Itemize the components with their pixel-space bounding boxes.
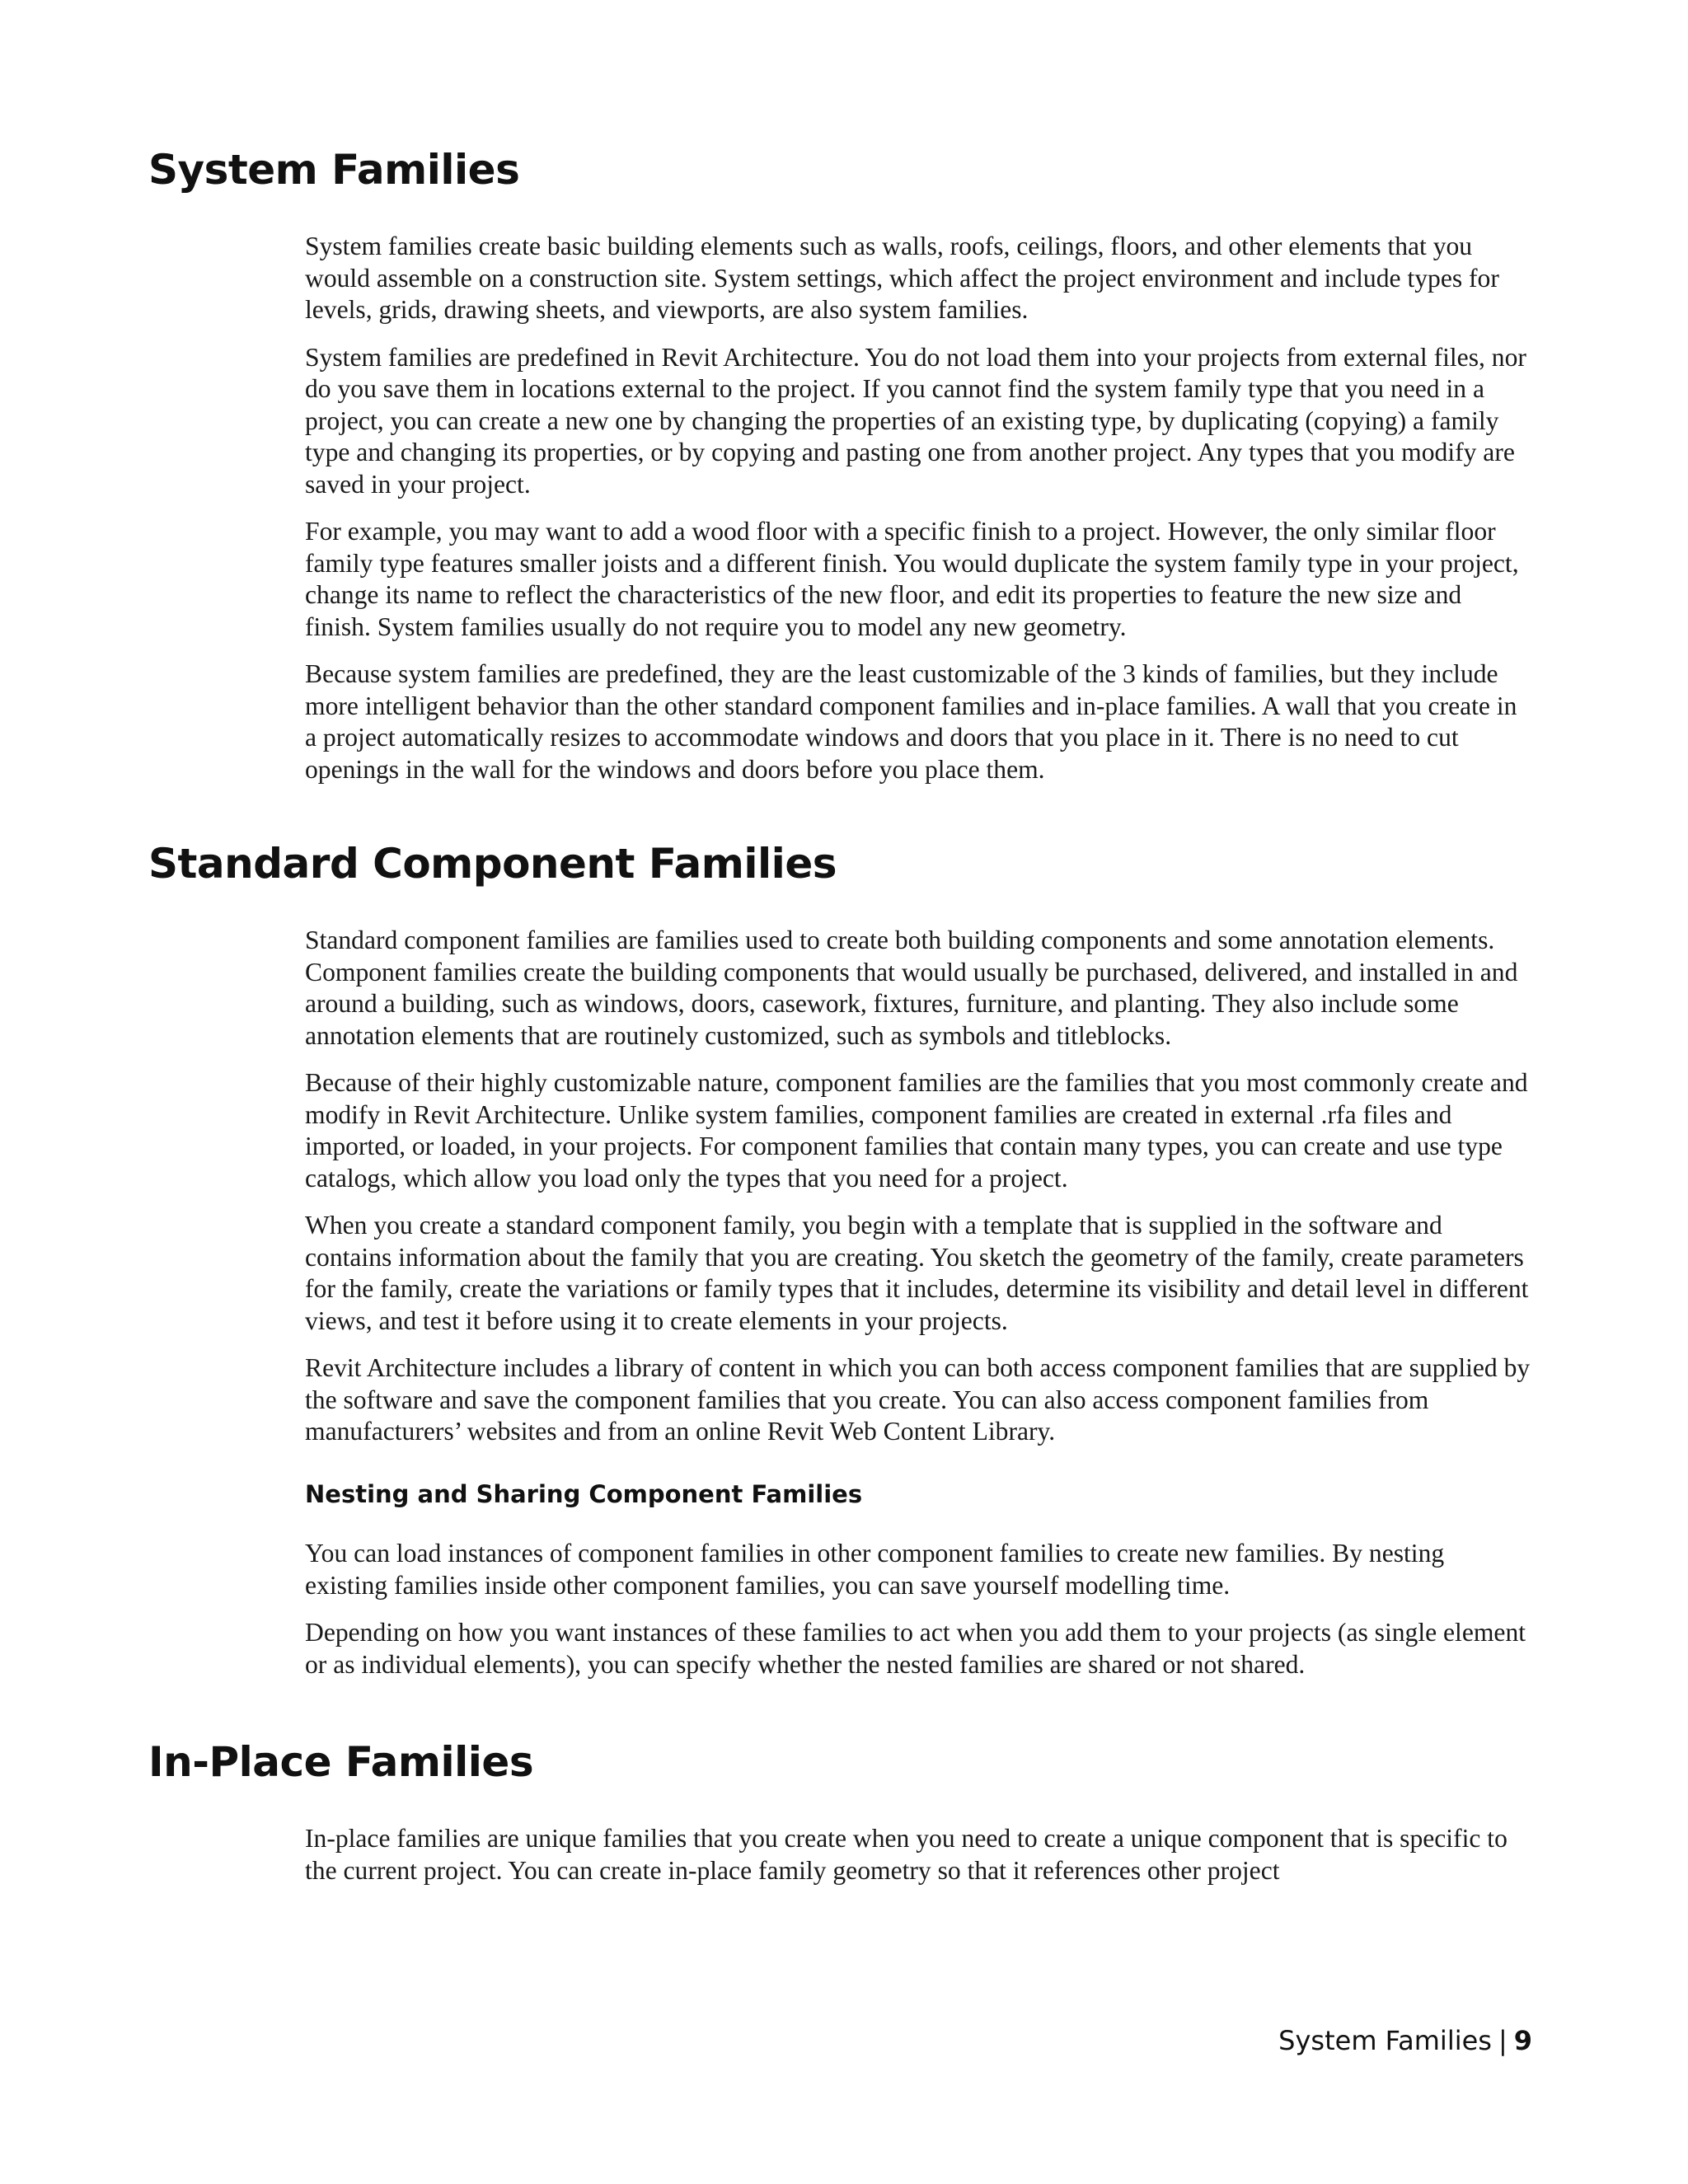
paragraph: Standard component families are families used to create both building components and some annotation elements. Component families create the building components that would usually be purchased, delivered, and installed in and around a building, such as windows, doors, casework, fixtures, furniture, and planting. They also include some annotation elements that are routinely customized, such as symbols and titleblocks. bbox=[305, 926, 1518, 1050]
subsection-body-nesting-sharing bbox=[305, 1538, 1533, 1696]
section-heading-in-place-families: In-Place Families bbox=[148, 1738, 534, 1786]
footer-section-title: System Families bbox=[1278, 2025, 1492, 2056]
paragraph: System families are predefined in Revit Architecture. You do not load them into your projects from external files, nor do you save them in locations external to the project. If you cannot find the system family type that you need in a project, you can create a new one by changing the properties of an existing type, by duplicating (copying) a family type and changing its properties, or by copying and pasting one from another project. Any types that you modify are saved in your project. bbox=[305, 342, 1526, 499]
section-heading-system-families: System Families bbox=[148, 146, 520, 194]
paragraph: In-place families are unique families that you create when you need to create a unique component that is specific to the current project. You can create in-place family geometry so that it references other project bbox=[305, 1824, 1507, 1885]
paragraph: System families create basic building elements such as walls, roofs, ceilings, floors, and other elements that you would assemble on a construction site. System settings, which affect the project environment and include types for levels, grids, drawing sheets, and viewports, are also system families. bbox=[305, 232, 1499, 324]
footer-separator: | bbox=[1498, 2025, 1507, 2056]
paragraph: You can load instances of component families in other component families to create new families. By nesting existing families inside other component families, you can save yourself modelling time. bbox=[305, 1539, 1445, 1600]
subsection-heading-nesting-sharing: Nesting and Sharing Component Families bbox=[305, 1480, 863, 1508]
paragraph: Depending on how you want instances of these families to act when you add them to your projects (as single element or as individual elements), you can specify whether the nested families are shared or not shared. bbox=[305, 1618, 1526, 1679]
paragraph: Revit Architecture includes a library of content in which you can both access component families that are supplied by the software and save the component families that you create. You can also access component families from manufacturers’ websites and from an online Revit Web Content Library. bbox=[305, 1353, 1531, 1446]
section-heading-standard-component-families: Standard Component Families bbox=[148, 840, 837, 888]
section-body-system-families bbox=[305, 231, 1533, 801]
page-number: 9 bbox=[1513, 2025, 1532, 2056]
section-body-standard-component-families bbox=[305, 925, 1533, 1464]
section-body-in-place-families bbox=[305, 1823, 1533, 1902]
page-footer bbox=[1278, 2024, 1532, 2057]
paragraph: For example, you may want to add a wood floor with a specific finish to a project. However, the only similar floor family type features smaller joists and a different finish. You would duplicate the system family type in your project, change its name to reflect the characteristics of the new floor, and edit its properties to feature the new size and finish. System families usually do not require you to model any new geometry. bbox=[305, 517, 1519, 641]
paragraph: Because of their highly customizable nature, component families are the families that you most commonly create and modify in Revit Architecture. Unlike system families, component families are created in external .rfa files and imported, or loaded, in your projects. For component families that contain many types, you can create and use type catalogs, which allow you load only the types that you need for a project. bbox=[305, 1068, 1528, 1193]
paragraph: Because system families are predefined, they are the least customizable of the 3 kinds of families, but they include more intelligent behavior than the other standard component families and in-place families. A wall that you create in a project automatically resizes to accommodate windows and doors that you place in it. There is no need to cut openings in the wall for the windows and doors before you place them. bbox=[305, 659, 1517, 784]
paragraph: When you create a standard component family, you begin with a template that is supplied in the software and contains information about the family that you are creating. You sketch the geometry of the family, create parameters for the family, create the variations or family types that it includes, determine its visibility and detail level in different views, and test it before using it to create elements in your projects. bbox=[305, 1211, 1529, 1335]
